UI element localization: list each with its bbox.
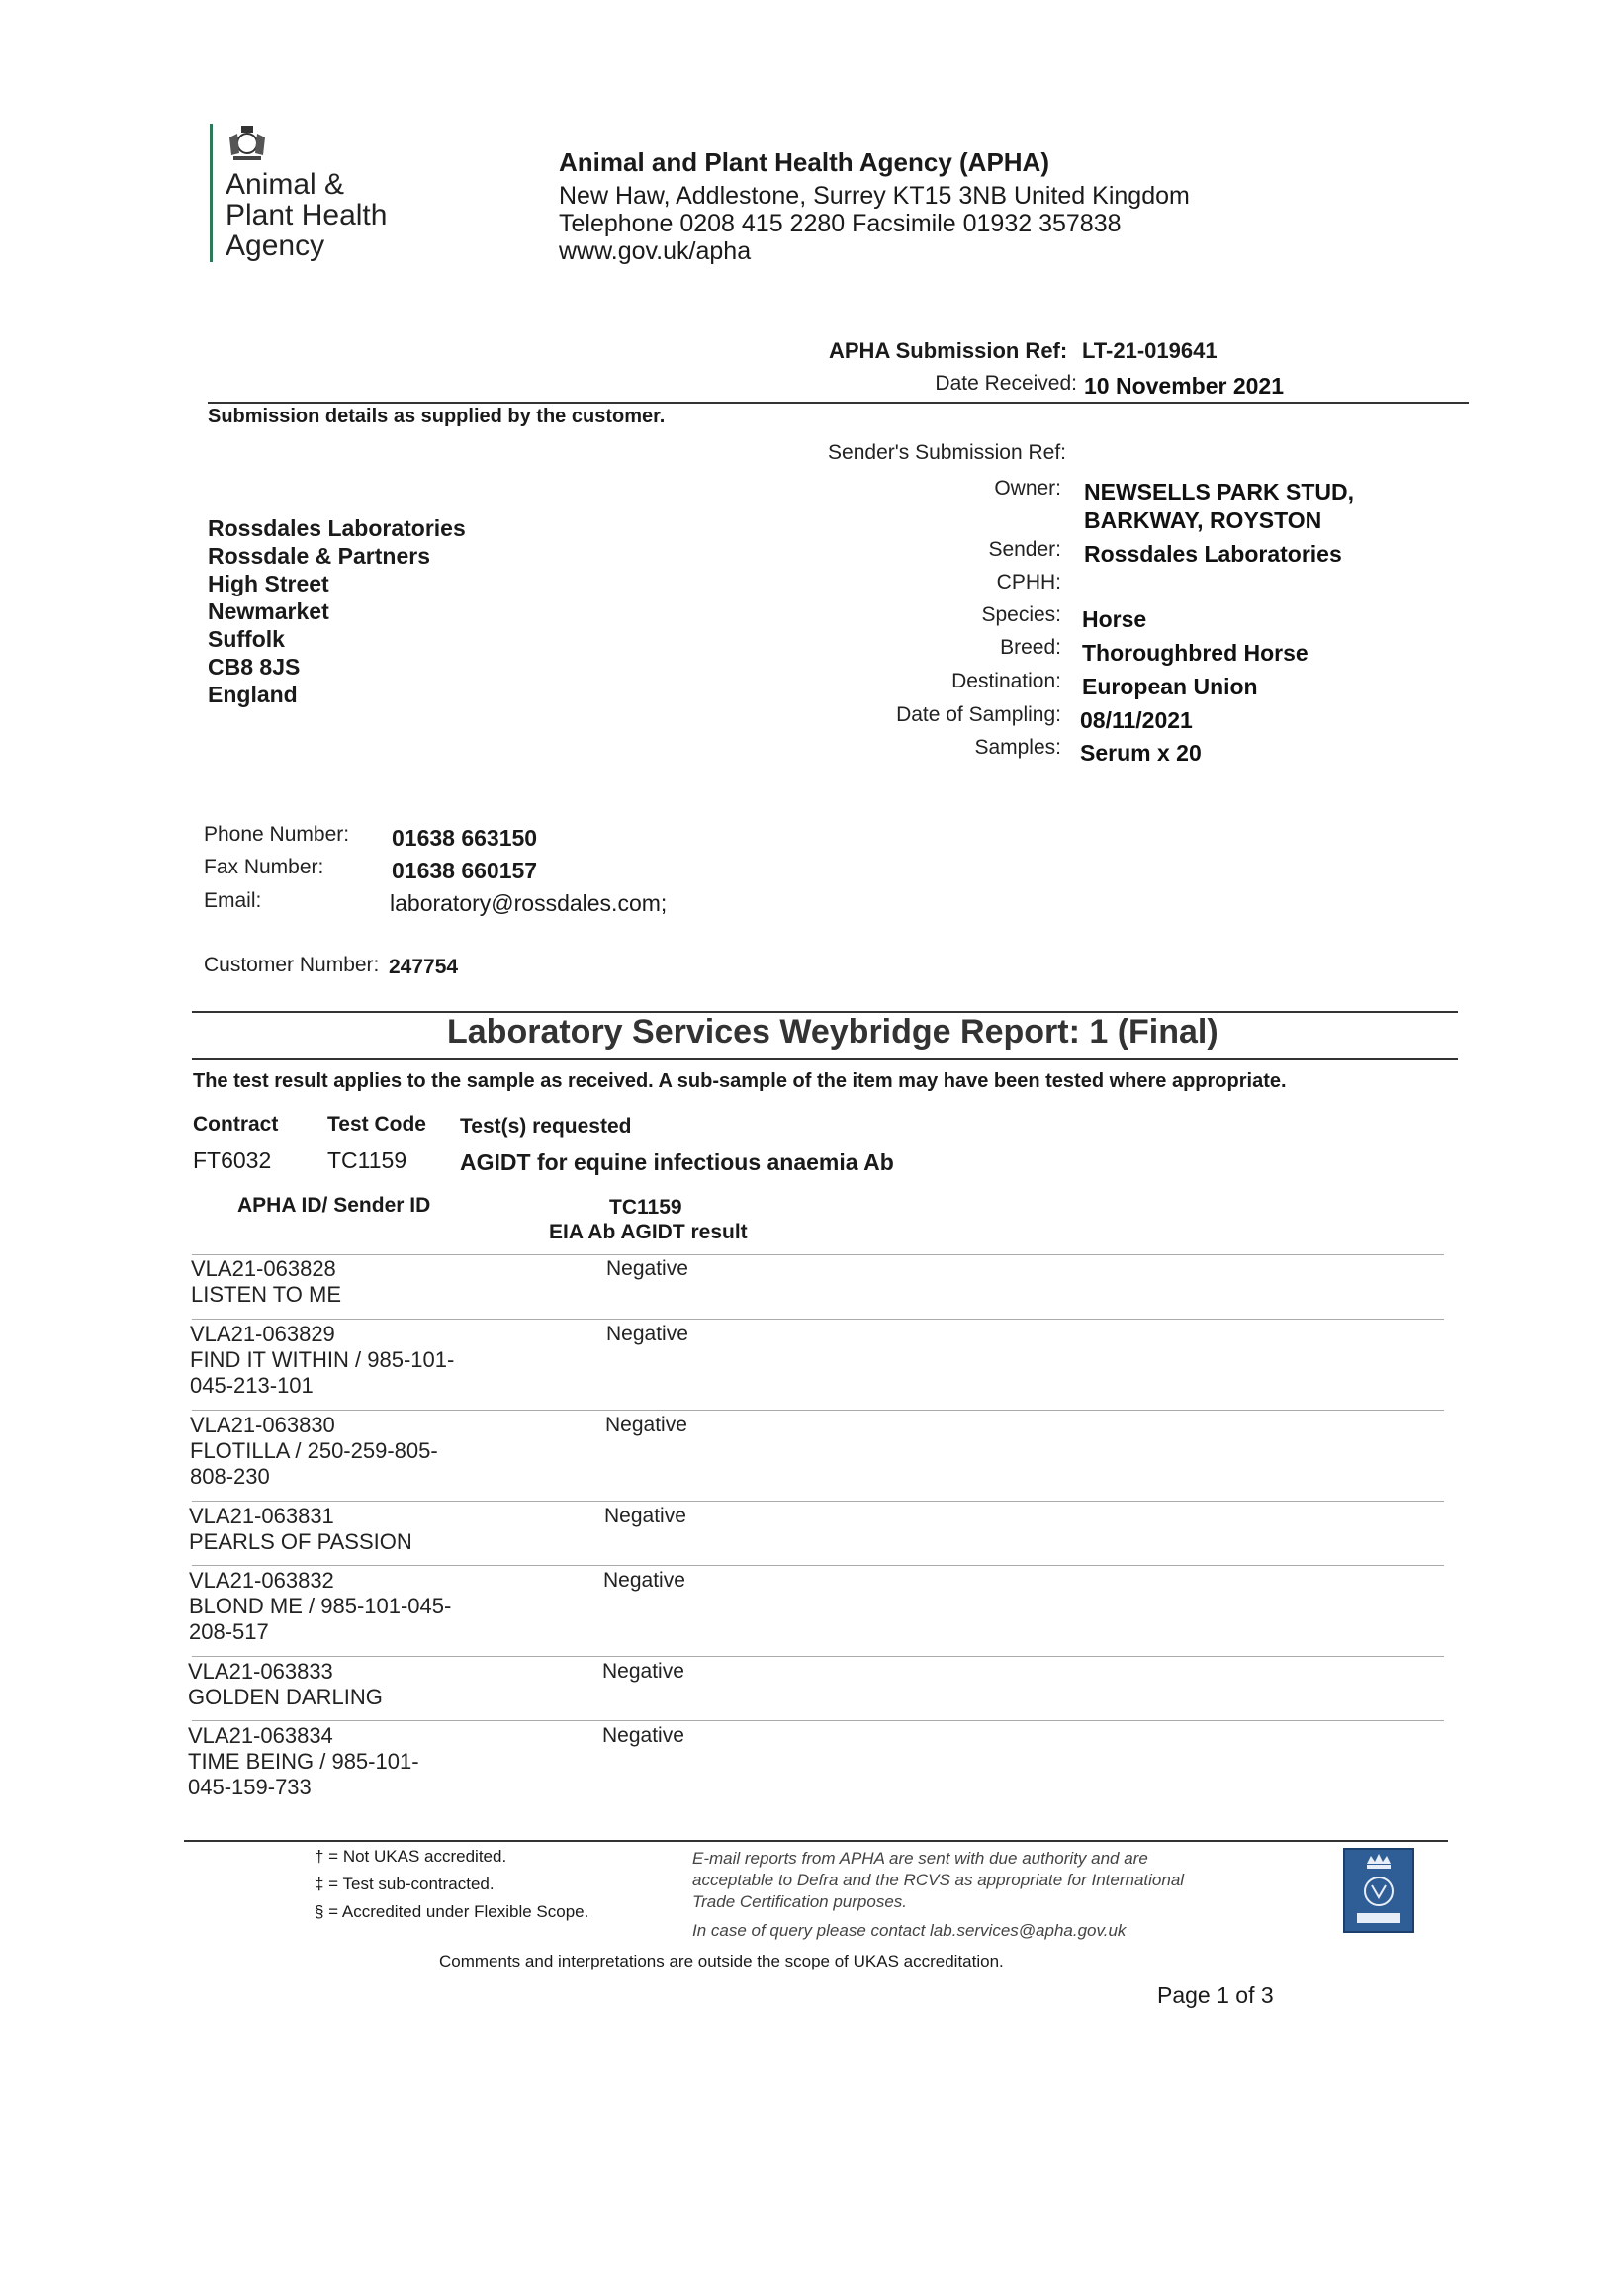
result-value: Negative <box>602 1724 684 1747</box>
footer-divider <box>184 1840 1448 1842</box>
apha-logo <box>210 124 427 267</box>
contract-header: Contract <box>193 1113 279 1136</box>
sender-ref-label: Sender's Submission Ref: <box>828 441 1066 464</box>
breed-label: Breed: <box>1000 636 1061 659</box>
tests-requested-header: Test(s) requested <box>460 1115 632 1138</box>
logo-name: Animal & Plant Health Agency <box>226 168 388 262</box>
owner-line1: NEWSELLS PARK STUD, <box>1084 479 1355 504</box>
row-divider <box>192 1720 1444 1721</box>
query-contact: In case of query please contact lab.services@apha.gov.uk <box>692 1921 1127 1940</box>
date-received-label: Date Received: <box>935 372 1077 395</box>
phone-label: Phone Number: <box>204 823 350 846</box>
accreditation-legend: † = Not UKAS accredited. ‡ = Test sub-contracted. § = Accredited under Flexible Scope. <box>315 1847 589 1921</box>
sender-label: Sender: <box>988 538 1061 561</box>
date-received: 10 November 2021 <box>1084 373 1285 399</box>
breed-value: Thoroughbred Horse <box>1082 640 1308 666</box>
report-note: The test result applies to the sample as received. A sub-sample of the item may have been tested where appropriate. <box>193 1070 1287 1092</box>
result-value: Negative <box>606 1257 688 1280</box>
test-code-header: Test Code <box>327 1113 426 1136</box>
test-requested-value: AGIDT for equine infectious anaemia Ab <box>460 1149 894 1175</box>
species-value: Horse <box>1082 606 1147 632</box>
row-divider <box>192 1656 1444 1657</box>
cphh-label: CPHH: <box>996 571 1061 594</box>
row-divider <box>192 1319 1444 1320</box>
destination-label: Destination: <box>951 670 1061 692</box>
sampling-date-label: Date of Sampling: <box>896 703 1061 726</box>
test-code-value: TC1159 <box>327 1147 407 1173</box>
agency-name: Animal and Plant Health Agency (APHA) <box>559 147 1049 177</box>
ukas-crown-icon <box>1345 1850 1412 1931</box>
col-id-header: APHA ID/ Sender ID <box>237 1194 431 1217</box>
agency-header <box>559 148 1190 265</box>
phone-value: 01638 663150 <box>392 825 538 851</box>
agency-address: New Haw, Addlestone, Surrey KT15 3NB United Kingdom <box>559 182 1190 210</box>
logo-bar <box>210 124 213 262</box>
agency-web[interactable]: www.gov.uk/apha <box>559 237 752 265</box>
submission-ref: LT-21-019641 <box>1082 338 1218 363</box>
customer-number-label: Customer Number: <box>204 954 380 976</box>
col-result-header: EIA Ab AGIDT result <box>549 1221 748 1243</box>
submission-note: Submission details as supplied by the customer. <box>208 406 666 427</box>
result-value: Negative <box>606 1323 688 1345</box>
samples-value: Serum x 20 <box>1080 740 1202 766</box>
email-label: Email: <box>204 889 262 912</box>
sampling-date-value: 08/11/2021 <box>1080 707 1193 733</box>
col-code-header: TC1159 <box>609 1196 682 1219</box>
row-divider <box>192 1501 1444 1502</box>
row-divider <box>192 1410 1444 1411</box>
email-value[interactable]: laboratory@rossdales.com; <box>390 890 668 916</box>
result-value: Negative <box>604 1505 686 1527</box>
species-label: Species: <box>981 603 1061 626</box>
royal-crest-icon <box>226 124 269 163</box>
samples-label: Samples: <box>974 736 1061 759</box>
table-header-divider <box>192 1254 1444 1255</box>
email-disclaimer: E-mail reports from APHA are sent with due authority and are acceptable to Defra and the RCVS as appropriate for International Trade Certification purposes. <box>692 1849 1185 1911</box>
destination-value: European Union <box>1082 674 1258 699</box>
result-value: Negative <box>602 1660 684 1683</box>
fax-value: 01638 660157 <box>392 858 538 883</box>
contract-value: FT6032 <box>193 1147 272 1173</box>
report-title: Laboratory Services Weybridge Report: 1 (Final) <box>447 1013 1218 1051</box>
submission-ref-label: APHA Submission Ref: <box>829 338 1068 363</box>
customer-number: 247754 <box>389 956 459 978</box>
owner-label: Owner: <box>994 477 1061 500</box>
comments-note: Comments and interpretations are outside the scope of UKAS accreditation. <box>439 1952 1004 1970</box>
result-value: Negative <box>605 1414 687 1436</box>
owner-line2: BARKWAY, ROYSTON <box>1084 507 1322 533</box>
header-divider <box>208 402 1469 404</box>
result-value: Negative <box>603 1569 685 1592</box>
fax-label: Fax Number: <box>204 856 324 878</box>
ukas-badge <box>1343 1848 1414 1933</box>
sender-value: Rossdales Laboratories <box>1084 541 1342 567</box>
customer-address: Rossdales Laboratories Rossdale & Partners High Street Newmarket Suffolk CB8 8JS England <box>208 515 466 707</box>
agency-phone: Telephone 0208 415 2280 Facsimile 01932 357838 <box>559 210 1122 237</box>
row-divider <box>192 1565 1444 1566</box>
page-number: Page 1 of 3 <box>1157 1982 1274 2008</box>
report-bottom-divider <box>192 1058 1458 1060</box>
